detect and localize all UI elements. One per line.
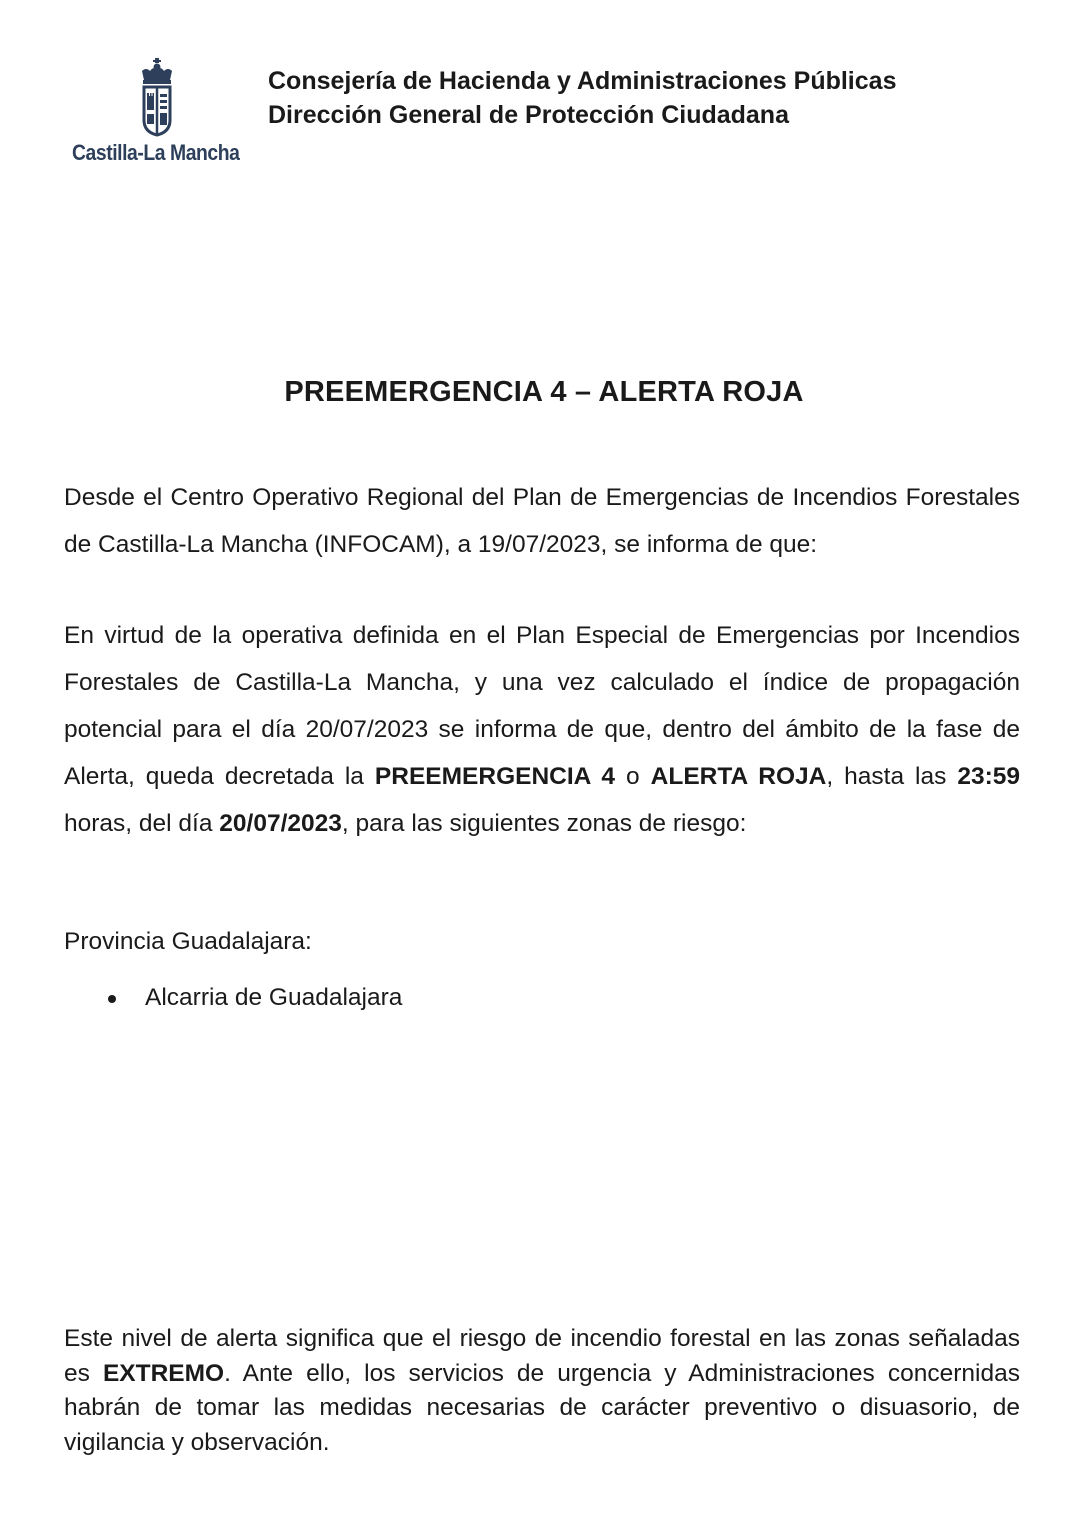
body-text: , para las siguientes zonas de riesgo: bbox=[341, 810, 747, 837]
body-text: o bbox=[615, 763, 651, 790]
coat-of-arms-icon bbox=[132, 58, 182, 138]
closing-paragraph bbox=[64, 1322, 1020, 1460]
province-label: Provincia Guadalajara: bbox=[64, 928, 312, 955]
end-date: 20/07/2023 bbox=[219, 810, 342, 837]
org-line-2: Dirección General de Protección Ciudadana bbox=[268, 101, 789, 129]
org-line-1: Consejería de Hacienda y Administraciones Públicas bbox=[268, 67, 897, 95]
closing-text: Este nivel de alerta significa que el riesgo de incendio forestal en las zonas señaladas es bbox=[64, 1325, 1020, 1387]
body-text: horas, del día bbox=[64, 810, 220, 837]
risk-zone-list bbox=[104, 984, 402, 1012]
risk-level: EXTREMO bbox=[102, 1359, 225, 1387]
body-text: En virtud de la operativa definida en el Plan Especial de Emergencias por Incendios Forestales de Castilla-La Mancha, y una vez calculado el índice de propagación potencial para el día 20/07/2023 se informa de que, dentro del ámbito de la fase de Alerta, queda decretada la bbox=[64, 622, 1020, 790]
body-paragraph bbox=[64, 612, 1020, 847]
document-title: PREEMERGENCIA 4 – ALERTA ROJA bbox=[284, 376, 804, 408]
logo-text: Castilla-La Mancha bbox=[72, 140, 240, 165]
header-organization bbox=[268, 64, 896, 132]
end-time: 23:59 bbox=[957, 763, 1021, 790]
castilla-la-mancha-logo bbox=[70, 58, 245, 173]
intro-paragraph: Desde el Centro Operativo Regional del Plan de Emergencias de Incendios Forestales de Castilla-La Mancha (INFOCAM), a 19/07/2023, se informa de que: bbox=[64, 484, 1020, 558]
closing-text: . Ante ello, los servicios de urgencia y Administraciones concernidas habrán de tomar las medidas necesarias de carácter preventivo o disuasorio, de vigilancia y observación. bbox=[64, 1359, 1020, 1456]
alert-level: ALERTA ROJA bbox=[650, 763, 827, 790]
body-text: , hasta las bbox=[826, 763, 958, 790]
preemergency-level: PREEMERGENCIA 4 bbox=[374, 763, 616, 790]
list-item: Alcarria de Guadalajara bbox=[104, 984, 402, 1012]
